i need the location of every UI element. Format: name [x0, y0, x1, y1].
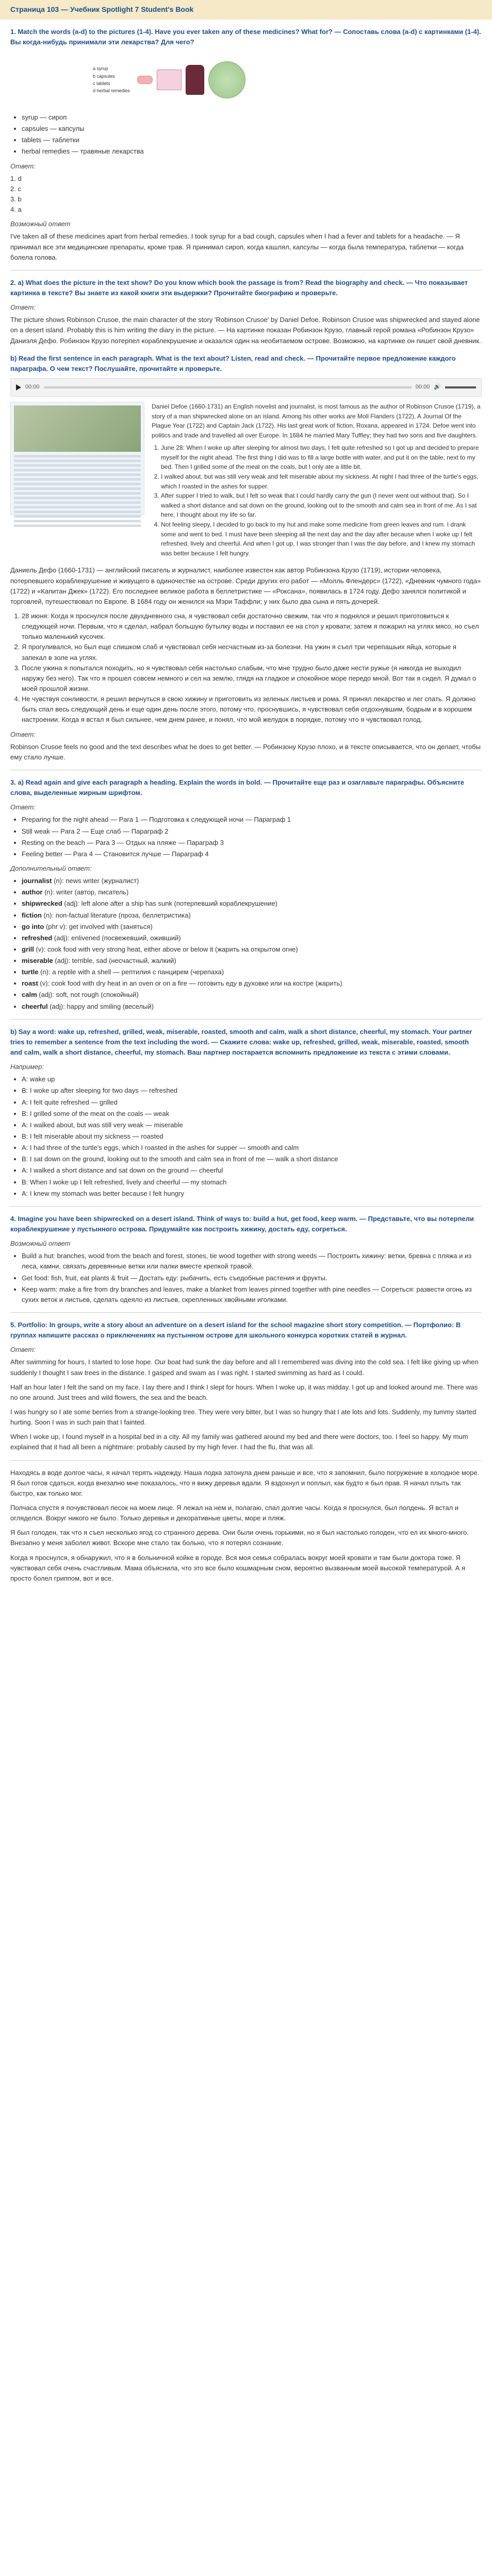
list-item: 3. b: [10, 195, 22, 203]
vocab-word: turtle: [22, 968, 39, 976]
vocab-word: go into: [22, 922, 44, 930]
vocab-word: shipwrecked: [22, 900, 62, 908]
list-item: 3. После ужина я попытался походить, но я чувствовал себя настолько слабым, что мне трудно было даже нести ружье (я никогда не выходил наружу без него). Так что я прошел совсем немного и сел на землю, глядя на гладкое и спокойное море передо мной. Вот так я сидел. Я думал о моей прошлой жизни.: [22, 663, 482, 694]
audio-progress-bar[interactable]: [44, 386, 412, 388]
list-item: 1. d: [10, 174, 22, 182]
figure-label: d herbal remedies: [93, 88, 130, 94]
vocab-word: journalist: [22, 877, 52, 885]
diary-paragraph: 3. After supper I tried to walk, but I felt so weak that I could hardly carry the gun (I never went out without that). So I walked a short distance and sat down on the ground, looking out to the smooth and calm sea in front of me. As I sat here, I thought about my life so far.: [161, 491, 482, 520]
vocab-definition: (n): a reptile with a shell — рептилия с панцирем (черепаха): [38, 968, 224, 976]
divider: [10, 1019, 482, 1020]
q5-question: 5. Portfolio: In groups, write a story about an adventure on a desert island for the school magazine short story competition. — Портфолио: В группах напишите рассказ о приключениях на пустынном острове для школьного конкурса коротких статей в журнал.: [10, 1321, 461, 1340]
vocab-word: author: [22, 888, 43, 896]
vocab-word: miserable: [22, 957, 53, 965]
vocab-item: [22, 910, 482, 921]
dialogue-line: • A: I knew my stomach was better because I felt hungry: [22, 1189, 482, 1199]
example-label: Например:: [10, 1063, 44, 1071]
vocab-definition: (n): writer (автор, писатель): [42, 888, 129, 896]
biography: Daniel Defoe (1660-1731) an English novelist and journalist, is most famous as the author of Robinson Crusoe (1719), a story of a man shipwrecked alone on an island. Among his other works are Moll Flanders (1722), A Journal Of the Plague Year (1722) and Captain Jack (1722). His last great work of fiction, Roxana, appeared in 1724. Defoe went into politics and trade and travelled all over Europe. In 1684 he married Mary Tuffley; they had two sons and five daughters.: [152, 402, 481, 439]
medicines-figure: [93, 52, 482, 108]
dialogue-line: • B: I woke up after sleeping for two days — refreshed: [22, 1086, 482, 1096]
vocab-item: [22, 967, 482, 977]
list-item: • tablets — таблетки: [22, 135, 482, 145]
vocab-definition: (phr v): get involved with (заняться): [44, 922, 153, 930]
q1-possible-answer: I've taken all of these medicines apart from herbal remedies. I took syrup for a bad cough, capsules when I had a fever and tablets for a headache. — Я принимал все эти медицинские препараты, кроме трав. Я принимал сироп, когда кашлял, капсулы — когда была температура, таблетки — когда болела голова.: [10, 232, 464, 261]
answer-label: Ответ:: [10, 162, 36, 170]
translation-biography: Даниель Дефо (1660-1731) — английский писатель и журналист, наиболее известен как автор Робинзона Крузо (1719), истории человека, потерпевшего кораблекрушение и живущего в одиночестве на острове. Среди других его работ — «Молль Флендерс» (1722), «Дневник чумного года» (1722) и «Капитан Джек» (1722). Его последнее великое работа в беллетристике — «Роксана», появилась в 1724 году. Дефо занялся политикой и торговлей, путешествовал по Европе. В 1684 году он женился на Мэри Таффли; у них было два сына и пять дочерей.: [10, 566, 481, 605]
vocab-definition: (v): cook food with very strong heat, either above or below it (жарить на открытом огне): [34, 945, 298, 953]
dialogue-line: • B: When I woke up I felt refreshed, lively and cheerful — my stomach: [22, 1177, 482, 1188]
vocabulary-list: [10, 876, 482, 1012]
vocab-word: calm: [22, 991, 37, 999]
extra-answer-label: Дополнительный ответ:: [10, 864, 92, 872]
page-title: Страница 103 — Учебник Spotlight 7 Student's Book: [0, 0, 492, 20]
vocab-definition: (adj): happy and smiling (веселый): [47, 1002, 154, 1010]
textbook-excerpt: [10, 402, 482, 562]
vocab-word: grill: [22, 945, 34, 953]
vocab-item: [22, 944, 482, 955]
vocab-word: refreshed: [22, 934, 53, 942]
diary-list: [152, 443, 482, 558]
translation-paragraph: Я был голоден, так что я съел несколько ягод со странного дерева. Они были очень горькими, но я был настолько голоден, что ел их много-много. Внезапно у меня заболел живот. Вскоре мне стало так больно, что я потерял сознание.: [10, 1529, 469, 1547]
translation-paragraph: Когда я проснулся, я обнаружил, что я в больничной койке в городе. Вся моя семья собралась вокруг моей кровати и там были доктора тоже. Я чувствовал себя очень счастливым. Мама объяснила, что это все было кошмарным сном, вероятно вызванным моей высокой температурой. А я просто болел гриппом, вот и все.: [10, 1553, 466, 1582]
list-item: 2. c: [10, 184, 21, 193]
vocab-definition: (adj): soft, not rough (спокойный): [37, 991, 139, 999]
vocab-item: [22, 978, 482, 989]
vocab-definition: (v): cook food with dry heat in an oven or on a fire — готовить еду в духовке или на костре (жарить): [38, 979, 342, 988]
figure-label: a syrup: [93, 66, 108, 72]
tablet-box-icon: [157, 70, 182, 90]
answer-label: Ответ:: [10, 803, 36, 811]
list-item: • Preparing for the night ahead — Para 1 — Подготовка к следующей ночи — Параграф 1: [22, 815, 482, 825]
dialogue-line: • A: I walked about, but was still very weak — miserable: [22, 1120, 482, 1130]
story-paragraph: Half an hour later I felt the sand on my face. I lay there and I think I slept for hours. When I woke up, it was midday. I got up and looked around me. There was no one around. Just trees and wild flowers, the sea and the beach.: [10, 1383, 478, 1401]
diary-paragraph: 1. June 28: When I woke up after sleeping for almost two days, I felt quite refreshed so I got up and decided to prepare myself for the night ahead. The first thing I did was to fill a large bottle with water, and put it on the table, next to my bed. Then I grilled some of the meat on the coals, but I only ate a little bit.: [161, 443, 482, 472]
vocab-item: [22, 876, 482, 886]
q4-question: 4. Imagine you have been shipwrecked on a desert island. Think of ways to: build a hut, get food, keep warm. — Представьте, что вы потерпели кораблекрушение у пустынного острова. Придумайте как построить хижину, достать еду, согреться.: [10, 1214, 474, 1233]
list-item: • herbal remedies — травяные лекарства: [22, 146, 482, 157]
vocab-item: [22, 1002, 482, 1012]
dialogue-list: [10, 1074, 482, 1199]
vocab-definition: (adj): terrible, sad (несчастный, жалкий): [53, 957, 176, 965]
vocab-item: [22, 922, 482, 932]
audio-player[interactable]: [10, 378, 482, 397]
dialogue-line: • A: I walked a short distance and sat down on the ground — cheerful: [22, 1165, 482, 1176]
dialogue-line: • A: I had three of the turtle's eggs, which I roasted in the ashes for supper — smooth and calm: [22, 1143, 482, 1153]
play-icon[interactable]: [16, 384, 21, 391]
vocab-word: roast: [22, 979, 38, 988]
dialogue-line: • B: I sat down on the ground, looking out to the smooth and calm sea in front of me — walk a short distance: [22, 1154, 482, 1164]
list-item: • Feeling better — Para 4 — Становится лучше — Параграф 4: [22, 849, 482, 859]
figure-legend: [93, 65, 130, 95]
figure-label: b capsules: [93, 73, 116, 79]
q1-word-list: [10, 112, 482, 157]
vocab-item: [22, 956, 482, 966]
story-paragraph: When I woke up, I found myself in a hospital bed in a city. All my family was gathered around my bed and there were doctors, too. I feel so happy. My mum explained that it had all been a nightmare: probably caused by my high fever. I had the flu, that was all.: [10, 1433, 468, 1451]
audio-duration: 00:00: [415, 384, 430, 391]
divider: [10, 1460, 482, 1461]
vocab-item: [22, 899, 482, 909]
answer-label: Ответ:: [10, 730, 36, 738]
q4-list: [10, 1251, 482, 1305]
q1-answers: [10, 174, 482, 215]
list-item: • capsules — капсулы: [22, 124, 482, 134]
herbs-icon: [208, 61, 245, 98]
q2b-answer: Robinson Crusoe feels no good and the text describes what he does to get better. — Робинзону Крузо плохо, и в тексте описывается, что он делает, чтобы ему стало лучше.: [10, 742, 481, 761]
biography-text: [152, 402, 482, 562]
syrup-bottle-icon: [186, 65, 204, 95]
vocab-word: fiction: [22, 911, 42, 919]
translation-paragraph: Полчаса спустя я почувствовал песок на моем лице. Я лежал на нем и, полагаю, спал долгие часы. Когда я проснулся, был полдень. Я встал и огляделся. Вокруг никого не было. Только деревья и декоративные цветы, море и пляж.: [10, 1503, 459, 1522]
q2b-question: b) Read the first sentence in each paragraph. What is the text about? Listen, read and check. — Прочитайте первое предложение каждого параграфа. О чем текст? Послушайте, прочитайте и проверьте.: [10, 354, 456, 372]
vocab-definition: (adj): enlivened (посвежевший, оживший): [52, 934, 181, 942]
list-item: 1. 28 июня: Когда я проснулся после двухдневного сна, я чувствовал себя достаточно свежим, так что я поднялся и решил приготовиться к следующей ночи. Первым, что я сделал, набрал большую бутылку воды и поставил ее на стол у кровати; затем я пожарил на углях мясо, но съел только маленький кусочек.: [22, 611, 482, 642]
list-item: • Still weak — Para 2 — Еще слаб — Параграф 2: [22, 826, 482, 837]
vocab-item: [22, 990, 482, 1000]
possible-answer-label: Возможный ответ: [10, 220, 71, 228]
volume-slider[interactable]: [445, 386, 476, 388]
vocab-word: cheerful: [22, 1002, 48, 1010]
vocab-item: [22, 933, 482, 943]
diary-paragraph: 4. Not feeling sleepy, I decided to go back to my hut and make some medicine from green leaves and rum. I drank some and went to bed. I must have been sleeping all the next day and the day after because when I woke up I felt refreshed, lively and cheerful. And when I got up, I was stronger than I was the day before, and I knew my stomach was better because I felt hungry.: [161, 520, 482, 558]
vocab-definition: (adj): left alone after a ship has sunk (потерпевший кораблекрушение): [62, 900, 278, 908]
pill-icon: [137, 76, 153, 84]
q3a-question: 3. a) Read again and give each paragraph a heading. Explain the words in bold. — Прочитайте еще раз и озаглавьте параграфы. Объясните слова, выделенные жирным шрифтом.: [10, 778, 465, 797]
figure-label: c tablets: [93, 80, 110, 86]
list-item: • Build a hut: branches, wood from the beach and forest, stones, tie wood together with strong weeds — Построить хижину: ветки, бревна с пляжа и из леса, камни, связать деревянные ветки или палки вместе крепкой травой.: [22, 1251, 482, 1272]
answer-label: Ответ:: [10, 303, 36, 312]
q1-question: 1. Match the words (a-d) to the pictures (1-4). Have you ever taken any of these medicines? What for? — Сопоставь слова (a-d) с картинками (1-4). Вы когда-нибудь принимали эти лекарства? Для чего?: [10, 27, 481, 46]
vocab-definition: (n): non-factual literature (проза, беллетристика): [42, 911, 191, 919]
list-item: 4. a: [10, 206, 22, 214]
list-item: • Resting on the beach — Para 3 — Отдых на пляже — Параграф 3: [22, 838, 482, 848]
list-item: • syrup — сироп: [22, 112, 482, 123]
list-item: 4. Не чувствуя сонливости, я решил вернуться в свою хижину и приготовить из зеленых листьев и рома. Я принял лекарство и лег спать. Я должно быть спал весь следующий день и еще один день после этого, потому что, проснувшись, я чувствовал себя отдохнувшим, бодрым и в хорошем настроении. Когда я встал я был сильнее, чем днем ранее, и понял, что мой желудок в порядке, потому что я чувствовал голод.: [22, 694, 482, 725]
vocab-definition: (n): news writer (журналист): [52, 877, 139, 885]
translation-diary-list: [10, 611, 482, 725]
list-item: • Get food: fish, fruit, eat plants & fruit — Достать еду: рыбачить, есть съедобные растения и фрукты.: [22, 1273, 482, 1283]
textbook-page-image: [10, 402, 144, 515]
translation-paragraph: Находясь в воде долгое часы, я начал терять надежду. Наша лодка затонула днем раньше и все, что я запомнил, было погружение в холодное море. Я был готов сдаться, когда внезапно мне показалось, что я вижу деревья вдали. Я вздохнул и поплыл, как будто я был прав. Я начал плыть так быстро, как только мог.: [10, 1468, 480, 1497]
q3b-question: b) Say a word: wake up, refreshed, grilled, weak, miserable, roasted, smooth and calm, walk a short distance, cheerful, my stomach. Your partner tries to remember a sentence from the text including the word. — Скажите слова: wake up, refreshed, grilled, weak, miserable, roasted, smooth and calm, walk a short distance, cheerful, my stomach. Ваш партнер постарается вспомнить предложение из текста с этими словами.: [10, 1027, 472, 1057]
story-paragraph: I was hungry so I ate some berries from a strange-looking tree. They were very bitter, but I was so hungry that I ate lots and lots. Suddenly, my tummy started hurting. Soon I was in such pain that I fainted.: [10, 1408, 477, 1427]
list-item: • Keep warm: make a fire from dry branches and leaves, make a blanket from leaves pinned together with pine needles — Согреться: развести огонь из сухих веток и листьев, сделать одеяло из листьев, скрепленных хвойными иголками.: [22, 1284, 482, 1305]
answer-label: Ответ:: [10, 1346, 36, 1354]
dialogue-line: • A: I felt quite refreshed — grilled: [22, 1097, 482, 1108]
list-item: 2. Я прогуливался, но был еще слишком слаб и чувствовал себя несчастным из-за болезни. На ужин я съел три черепашьих яйца, которые я запекал в золе на углях.: [22, 642, 482, 663]
headings-list: [10, 815, 482, 859]
possible-answer-label: Возможный ответ: [10, 1240, 71, 1248]
dialogue-line: • A: wake up: [22, 1074, 482, 1084]
divider: [10, 1312, 482, 1313]
divider: [10, 1206, 482, 1207]
dialogue-line: • B: I felt miserable about my sickness — roasted: [22, 1131, 482, 1142]
dialogue-line: • B: I grilled some of the meat on the coals — weak: [22, 1109, 482, 1119]
audio-current-time: 00:00: [25, 384, 40, 391]
q2a-question: 2. a) What does the picture in the text show? Do you know which book the passage is from? Read the biography and check. — Что показывает картинка в тексте? Вы знаете из какой книги эти выдержки? Прочитайте биографию и проверьте.: [10, 278, 468, 297]
story-paragraph: After swimming for hours, I started to lose hope. Our boat had sunk the day before and all I remembered was diving into the cold sea. I felt like giving up when suddenly I thought I saw trees in the distance. I gasped and swam as I was right. I started swimming as hard as I could.: [10, 1358, 479, 1377]
volume-icon[interactable]: 🔊: [434, 384, 441, 391]
diary-paragraph: 2. I walked about, but was still very weak and felt miserable about my sickness. At night I had three of the turtle's eggs, which I roasted in the ashes for supper.: [161, 472, 482, 491]
q2a-answer: The picture shows Robinson Crusoe, the main character of the story 'Robinson Crusoe' by Daniel Defoe. Robinson Crusoe was shipwrecked and stayed alone on a desert island. Probably this is him writing the diary in the picture. — На картинке показан Робинзон Крузо, главный герой романа «Робинзон Крузо» Даниэля Дефо. Робинзон Крузо потерпел кораблекрушение и оказался один на необитаемом острове. Возможно, на картинке он пишет свой дневник.: [10, 316, 481, 345]
robinson-crusoe-picture: [14, 405, 141, 452]
vocab-item: [22, 887, 482, 897]
